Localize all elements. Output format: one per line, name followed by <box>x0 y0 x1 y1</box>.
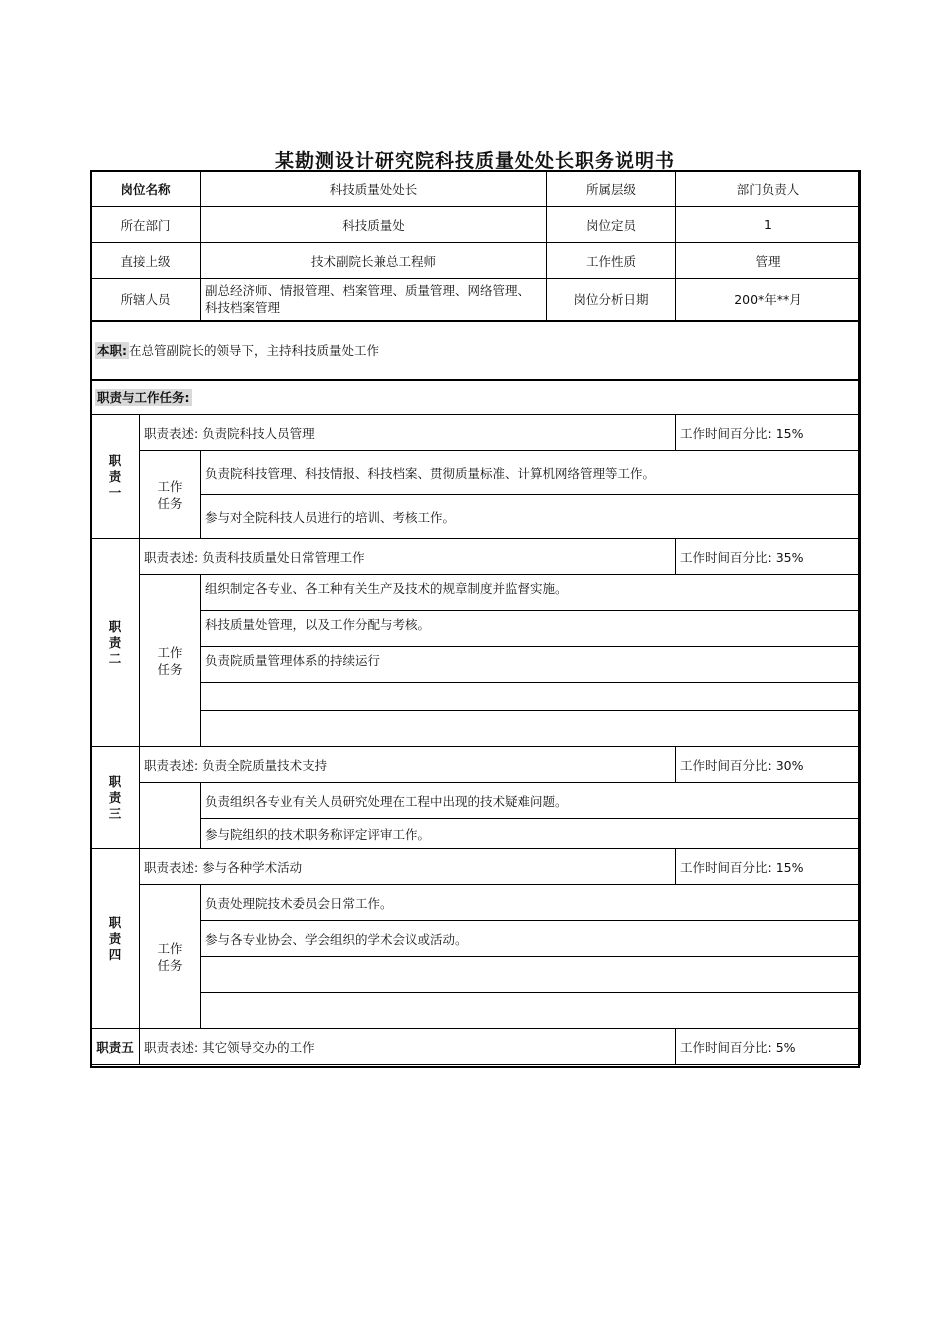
post-name-label: 岗位名称 <box>91 171 201 207</box>
resp2-task-1: 组织制定各专业、各工种有关生产及技术的规章制度并监督实施。 <box>201 575 861 611</box>
resp3-task-2: 参与院组织的技术职务称评定评审工作。 <box>201 819 861 849</box>
duty-text: 在总管副院长的领导下，主持科技质量处工作 <box>129 343 380 358</box>
resp2-task-2: 科技质量处管理，以及工作分配与考核。 <box>201 611 861 647</box>
resp2-label: 职 责 二 <box>91 539 140 747</box>
resp4-label: 职 责 四 <box>91 849 140 1029</box>
superior-label: 直接上级 <box>91 243 201 279</box>
nature-label: 工作性质 <box>547 243 676 279</box>
resp1-desc: 职责表述: 负责院科技人员管理 <box>140 415 676 451</box>
post-name-value: 科技质量处处长 <box>201 171 547 207</box>
resp5-desc: 职责表述: 其它领导交办的工作 <box>140 1029 676 1065</box>
row-subordinates <box>91 279 861 321</box>
resp1-task-row <box>91 451 861 495</box>
resp2-task-4 <box>201 683 861 711</box>
resp2-desc: 职责表述: 负责科技质量处日常管理工作 <box>140 539 676 575</box>
resp2-task-3: 负责院质量管理体系的持续运行 <box>201 647 861 683</box>
dept-label: 所在部门 <box>91 207 201 243</box>
resp4-desc-row <box>91 849 861 885</box>
resp4-time: 工作时间百分比: 15% <box>676 849 861 885</box>
row-tasks-section <box>91 380 861 415</box>
row-duty <box>91 321 861 380</box>
resp3-task-label <box>140 783 201 849</box>
resp1-task-row <box>91 495 861 539</box>
resp2-task-5 <box>201 711 861 747</box>
tasks-section-cell <box>91 380 861 415</box>
resp1-task-1: 负责院科技管理、科技情报、科技档案、贯彻质量标准、计算机网络管理等工作。 <box>201 451 861 495</box>
resp5-row <box>91 1029 861 1065</box>
resp1-time: 工作时间百分比: 15% <box>676 415 861 451</box>
resp3-label: 职 责 三 <box>91 747 140 849</box>
analysis-date-value: 200*年**月 <box>676 279 861 321</box>
resp5-label: 职责五 <box>91 1029 140 1065</box>
duty-label: 本职: <box>97 343 127 358</box>
resp3-desc: 职责表述: 负责全院质量技术支持 <box>140 747 676 783</box>
resp4-task-row <box>91 957 861 993</box>
resp5-time: 工作时间百分比: 5% <box>676 1029 861 1065</box>
resp1-task-label: 工作 任务 <box>140 451 201 539</box>
resp2-task-label: 工作 任务 <box>140 575 201 747</box>
resp3-task-1: 负责组织各专业有关人员研究处理在工程中出现的技术疑难问题。 <box>201 783 861 819</box>
resp4-task-row <box>91 993 861 1029</box>
resp1-label: 职 责 一 <box>91 415 140 539</box>
resp3-task-row <box>91 783 861 819</box>
resp3-time: 工作时间百分比: 30% <box>676 747 861 783</box>
resp2-desc-row <box>91 539 861 575</box>
subordinates-value: 副总经济师、情报管理、档案管理、质量管理、网络管理、科技档案管理 <box>201 279 547 321</box>
duty-cell <box>91 321 861 380</box>
document-title: 某勘测设计研究院科技质量处处长职务说明书 <box>274 150 675 172</box>
nature-value: 管理 <box>676 243 861 279</box>
resp2-task-row <box>91 575 861 611</box>
resp4-task-label: 工作 任务 <box>140 885 201 1029</box>
resp4-desc: 职责表述: 参与各种学术活动 <box>140 849 676 885</box>
analysis-date-label: 岗位分析日期 <box>547 279 676 321</box>
tasks-section-label: 职责与工作任务: <box>97 390 190 406</box>
superior-value: 技术副院长兼总工程师 <box>201 243 547 279</box>
resp3-task-row <box>91 819 861 849</box>
resp4-task-row <box>91 921 861 957</box>
resp2-task-row <box>91 711 861 747</box>
dept-value: 科技质量处 <box>201 207 547 243</box>
quota-value: 1 <box>676 207 861 243</box>
resp1-task-2: 参与对全院科技人员进行的培训、考核工作。 <box>201 495 861 539</box>
job-description-table <box>90 170 861 1065</box>
resp4-task-row <box>91 885 861 921</box>
resp3-desc-row <box>91 747 861 783</box>
quota-label: 岗位定员 <box>547 207 676 243</box>
resp1-desc-row <box>91 415 861 451</box>
resp2-task-row <box>91 611 861 647</box>
resp2-task-row <box>91 683 861 711</box>
resp2-task-row <box>91 647 861 683</box>
resp4-task-4 <box>201 993 861 1029</box>
row-superior <box>91 243 861 279</box>
resp4-task-1: 负责处理院技术委员会日常工作。 <box>201 885 861 921</box>
resp2-time: 工作时间百分比: 35% <box>676 539 861 575</box>
resp4-task-2: 参与各专业协会、学会组织的学术会议或活动。 <box>201 921 861 957</box>
row-post-name <box>91 171 861 207</box>
row-department <box>91 207 861 243</box>
level-value: 部门负责人 <box>676 171 861 207</box>
resp4-task-3 <box>201 957 861 993</box>
level-label: 所属层级 <box>547 171 676 207</box>
subordinates-label: 所辖人员 <box>91 279 201 321</box>
